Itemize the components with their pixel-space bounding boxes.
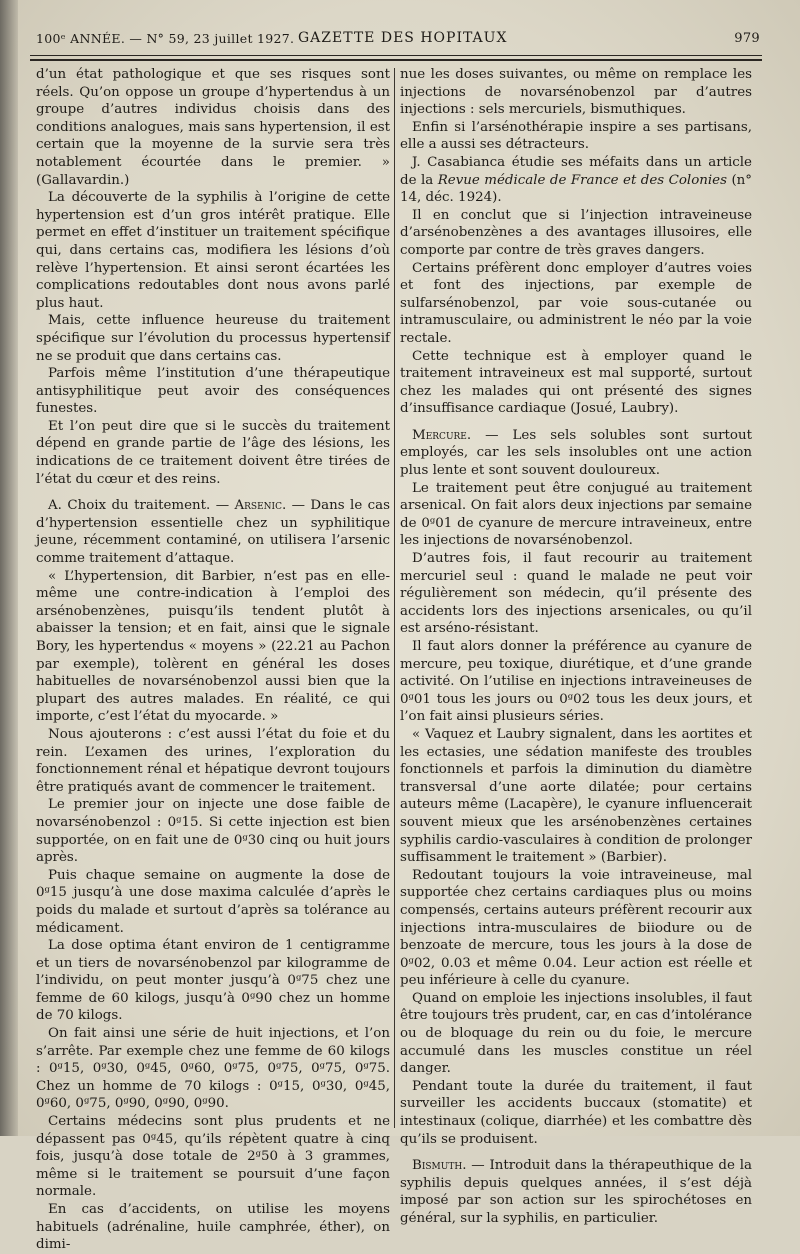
issue-info: 100ᵉ ANNÉE. — N° 59, 23 juillet 1927. [36,31,295,46]
section-paragraph [400,1157,752,1227]
paragraph [400,154,752,207]
paragraph: Enfin si l’arsénothérapie inspire a ses partisans, elle a aussi ses détracteurs. [400,119,752,153]
paragraph-text: J. Casabianca étudie ses méfaits dans un article de la [400,154,752,188]
paragraph: Mais, cette influence heureuse du traitement spécifique sur l’évolution du processus hypertensif ne se produit que dans certains cas. [36,313,390,364]
paragraph: Pendant toute la durée du traitement, il faut surveiller les accidents buccaux (stomatite) et intestinaux (colique, diarrhée) et les combattre dès qu’ils se produisent. [400,1078,752,1147]
paragraph: Il en conclut que si l’injection intraveineuse d’arsénobenzènes a des avantages illusoires, elle comporte par contre de très graves dangers. [400,207,752,258]
paragraph: Cette technique est à employer quand le traitement intraveineux est mal supporté, surtout chez les malades qui ont présenté des signes d’insuffisance cardiaque (Josué, Laubry). [400,348,752,417]
paragraph: « L’hypertension, dit Barbier, n’est pas en elle-même une contre-indication à l’emploi des arsénobenzènes, puisqu’ils tendent plutôt à abaisser la tension; et en fait, ainsi que le signale Bory, les hypertendus « moyens » (22.21 au Pachon par exemple), tolèrent en général les doses habituelles de novarsénobenzol aussi bien que la plupart des autres malades. En réalité, ce qui importe, c’est l’état du myocarde. » [36,568,390,725]
binding-shadow [0,0,18,1136]
page-header [36,24,760,54]
paragraph: Redoutant toujours la voie intraveineuse, mal supportée chez certains cardiaques plus ou moins compensés, certains auteurs préfèrent recourir aux injections intra-musculaires de biiodure ou de benzoate de mercure, tous les jours à la dose de 0ᵍ02, 0.03 et même 0.04. Leur action est réelle et peu inférieure à celle du cyanure. [400,867,752,989]
paragraph: nue les doses suivantes, ou même on remplace les injections de novarsénobenzol par d’autres injections : sels mercuriels, bismuthiques. [400,67,752,118]
paragraph: Il faut alors donner la préférence au cyanure de mercure, peu toxique, diurétique, et d’une grande activité. On l’utilise en injections intraveineuses de 0ᵍ01 tous les jours ou 0ᵍ02 tous les deux jours, et l’on fait ainsi plusieurs séries. [400,639,752,725]
paragraph: Certains médecins sont plus prudents et ne dépassent pas 0ᵍ45, qu’ils répètent quatre à cinq fois, jusqu’à dose totale de 2ᵍ50 à 3 grammes, même si le traitement se poursuit d’une façon normale. [36,1114,390,1200]
paragraph-text: — Les sels solubles sont surtout employés, car les sels insolubles ont une action plus lente et sont souvent douloureux. [400,427,752,479]
paragraph: Nous ajouterons : c’est aussi l’état du foie et du rein. L’examen des urines, l’exploration du fonctionnement rénal et hépatique devront toujours être pratiqués avant de commencer le traitement. [36,726,390,795]
paragraph: Puis chaque semaine on augmente la dose de 0ᵍ15 jusqu’à une dose maxima calculée d’après le poids du malade et surtout d’après sa tolérance au médicament. [36,867,390,936]
journal-citation: Revue médicale de France et des Colonies [437,172,727,188]
paragraph: Parfois même l’institution d’une thérapeutique antisyphilitique peut avoir des conséquences funestes. [36,366,390,417]
section-paragraph [400,427,752,480]
paragraph: La découverte de la syphilis à l’origine de cette hypertension est d’un gros intérêt pratique. Elle permet en effet d’instituer un traitement spécifique qui, dans certains cas, modifiera les lésions d’où relève l’hypertension. Et ainsi seront écartées les complications redoutables dont nous avons parlé plus haut. [36,190,390,311]
paragraph-text: (n° 14, déc. 1924). [400,172,752,206]
page-number: 979 [734,31,760,46]
paragraph: On fait ainsi une série de huit injections, et l’on s’arrête. Par exemple chez une femme de 60 kilogs : 0ᵍ15, 0ᵍ30, 0ᵍ45, 0ᵍ60, 0ᵍ75, 0ᵍ75, 0ᵍ75, 0ᵍ75. Chez un homme de 70 kilogs : 0ᵍ15, 0ᵍ30, 0ᵍ45, 0ᵍ60, 0ᵍ75, 0ᵍ90, 0ᵍ90, 0ᵍ90. [36,1026,390,1112]
paragraph: Et l’on peut dire que si le succès du traitement dépend en grande partie de l’âge des lésions, les indications de ce traitement doivent être tirées de l’état du cœur et des reins. [36,418,390,487]
paragraph: En cas d’accidents, on utilise les moyens habituels (adrénaline, huile camphrée, éther), on dimi- [36,1202,390,1253]
column-divider [394,68,395,1128]
paragraph: Le premier jour on injecte une dose faible de novarsénobenzol : 0ᵍ15. Si cette injection est bien supportée, on en fait une de 0ᵍ30 cinq ou huit jours après. [36,797,390,866]
journal-title: GAZETTE DES HOPITAUX [298,30,508,46]
section-paragraph [36,497,390,567]
paragraph: « Vaquez et Laubry signalent, dans les aortites et les ectasies, une sédation manifeste des troubles fonctionnels et parfois la diminution du diamètre transversal d’une aorte dilatée; pour certains auteurs même (Lacapère), le cyanure influencerait souvent mieux que les arsénobenzènes certaines syphilis cardio-vasculaires à condition de prolonger suffisamment le traitement » (Barbier). [400,726,752,866]
header-rule-thick [30,59,762,61]
section-heading: A. Choix du traitement. — [48,498,235,514]
paragraph: D’autres fois, il faut recourir au traitement mercuriel seul : quand le malade ne peut voir régulièrement son médecin, qu’il présente des accidents lors des injections arsenicales, ou qu’il est arséno-résistant. [400,551,752,637]
paragraph: Le traitement peut être conjugué au traitement arsenical. On fait alors deux injections par semaine de 0ᵍ01 de cyanure de mercure intraveineux, entre les injections de novarsénobenzol. [400,480,752,549]
header-rule-thin [30,55,762,56]
subsection-heading: Arsenic. [234,498,287,514]
paragraph: Quand on emploie les injections insolubles, il faut être toujours très prudent, car, en cas d’intolérance ou de bloquage du rein ou du foie, le mercure accumulé dans les muscles constitue un réel danger. [400,990,752,1077]
right-column [400,66,752,1228]
paragraph: Certains préfèrent donc employer d’autres voies et font des injections, par exemple de sulfarsénobenzol, par voie sous-cutanée ou intramusculaire, ou administrent le néo par la voie rectale. [400,260,752,346]
paragraph: La dose optima étant environ de 1 centigramme et un tiers de novarsénobenzol par kilogramme de l’individu, on peut monter jusqu’à 0ᵍ75 chez une femme de 60 kilogs, jusqu’à 0ᵍ90 chez un homme de 70 kilogs. [36,938,390,1024]
subsection-heading: Bismuth. [412,1158,467,1174]
paragraph-text: — Introduit dans la thérapeuthique de la syphilis depuis quelques années, il s’est déjà imposé par son action sur les spirochétoses en général, sur la syphilis, en particulier. [400,1158,752,1226]
paragraph: d’un état pathologique et que ses risques sont réels. Qu’on oppose un groupe d’hypertendus à un groupe d’autres individus choisis dans des conditions analogues, mais sans hypertension, il est certain que la moyenne de la survie sera très notablement écourtée dans le premier. » (Gallavardin.) [36,67,390,188]
subsection-heading: Mercure. [412,427,472,443]
left-column [36,66,390,1254]
paragraph-text: — Dans le cas d’hypertension essentielle chez un syphilitique jeune, récemment contaminé, on utilisera l’arsenic comme traitement d’attaque. [36,498,390,567]
